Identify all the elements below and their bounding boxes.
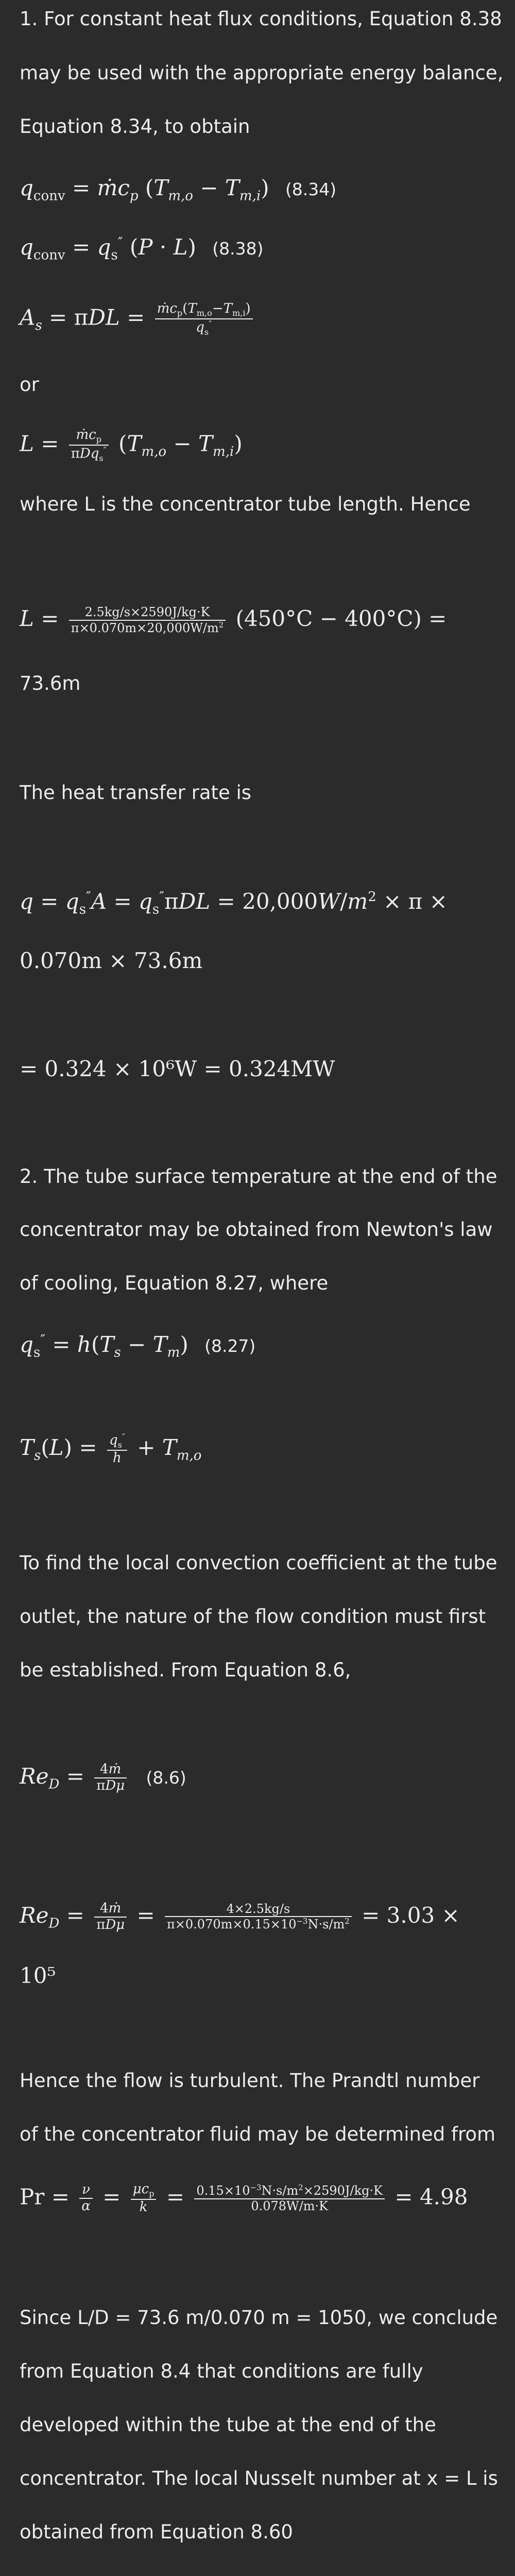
paragraph-line: or	[20, 374, 39, 396]
equation-8-27: $q_s'' = h(T_s - T_m)$ (8.27)	[20, 1332, 256, 1361]
equation-prandtl: Pr = $\frac{\nu}{\alpha}$ = $\frac{\mu c_p}{k}$ = $\frac{0.15\times 10^{-3}N\cdot s/m^2\times 2590J/kg\cdot K}{0.078W/m\cdot K}$ = 4.98	[20, 2181, 468, 2215]
paragraph-line: 2. The tube surface temperature at the end of the	[20, 1165, 497, 1188]
length-result: 73.6m	[20, 672, 81, 694]
paragraph-line: 1. For constant heat flux conditions, Equation 8.38	[20, 8, 502, 30]
paragraph-line: concentrator may be obtained from Newton's law	[20, 1218, 493, 1241]
equation-heat-rate-line2: 0.070m × 73.6m	[20, 948, 203, 973]
equation-8-38: $q_{conv} = q_s''$ (P · L) (8.38)	[20, 234, 264, 263]
paragraph-line: To find the local convection coefficient at the tube	[20, 1552, 497, 1574]
equation-area: $A_s = \pi DL$ = $\frac{ṁc_p(T_{m,o}-T_{m,i})}{q_s''}$	[20, 301, 495, 337]
paragraph-line: may be used with the appropriate energy balance,	[20, 62, 504, 84]
paragraph-line: be established. From Equation 8.6,	[20, 1659, 351, 1681]
paragraph-line: of the concentrator fluid may be determined from	[20, 2123, 496, 2145]
equation-length: L = $\frac{ṁc_p}{\pi Dq_s''}$ $(T_{m,o} - T_{m,i})$	[20, 427, 243, 463]
paragraph-line: obtained from Equation 8.60	[20, 2521, 293, 2543]
paragraph-line: Equation 8.34, to obtain	[20, 115, 250, 138]
equation-label: (8.34)	[285, 179, 337, 199]
paragraph-line: The heat transfer rate is	[20, 782, 252, 804]
equation-label: (8.6)	[146, 1767, 186, 1788]
equation-8-6: $Re_D$ = $\frac{\text{4ṁ}}{\text{πDμ}}$ (8.6)	[20, 1761, 186, 1793]
paragraph-line: concentrator. The local Nusselt number at x = L is	[20, 2467, 498, 2489]
paragraph-line: where L is the concentrator tube length. Hence	[20, 493, 471, 515]
equation-label: (8.27)	[204, 1336, 256, 1356]
equation-surface-temp: $T_s(L)$ = $\frac{q_s''}{h}$ + $T_{m,o}$	[20, 1432, 202, 1466]
equation-label: (8.38)	[212, 239, 264, 259]
equation-reynolds-numeric: $Re_D$ = $\frac{\text{4ṁ}}{\text{πDμ}}$ = $\frac{4\times 2.5kg/s}{\pi\times 0.070m\times 0.15\times 10^{-3}N\cdot s/m^2}$ = 3.03 ×	[20, 1901, 460, 1933]
equation-8-34: $q_{conv}$ = ṁc$_p$ $(T_{m,o} - T_{m,i})$ (8.34)	[20, 175, 337, 204]
paragraph-line: Since L/D = 73.6 m/0.070 m = 1050, we conclude	[20, 2307, 498, 2329]
paragraph-line: developed within the tube at the end of the	[20, 2414, 436, 2436]
paragraph-line: Hence the flow is turbulent. The Prandtl number	[20, 2070, 480, 2092]
reynolds-exponent: 10⁵	[20, 1963, 56, 1988]
heat-rate-result: = 0.324 × 10⁶W = 0.324MW	[20, 1056, 335, 1081]
paragraph-line: outlet, the nature of the flow condition must first	[20, 1605, 486, 1628]
equation-heat-rate: $q = q_s''A = q_s''\pi DL = 20,000W/m^2 \times \pi$ ×	[20, 889, 448, 918]
paragraph-line: from Equation 8.4 that conditions are fully	[20, 2360, 423, 2382]
equation-length-numeric: L = $\frac{2.5kg/s\times 2590J/kg\cdot K}{\pi\times 0.070m\times 20,000W/m^2}$ (450°C − 400°C) =	[20, 605, 447, 635]
paragraph-line: of cooling, Equation 8.27, where	[20, 1272, 329, 1294]
